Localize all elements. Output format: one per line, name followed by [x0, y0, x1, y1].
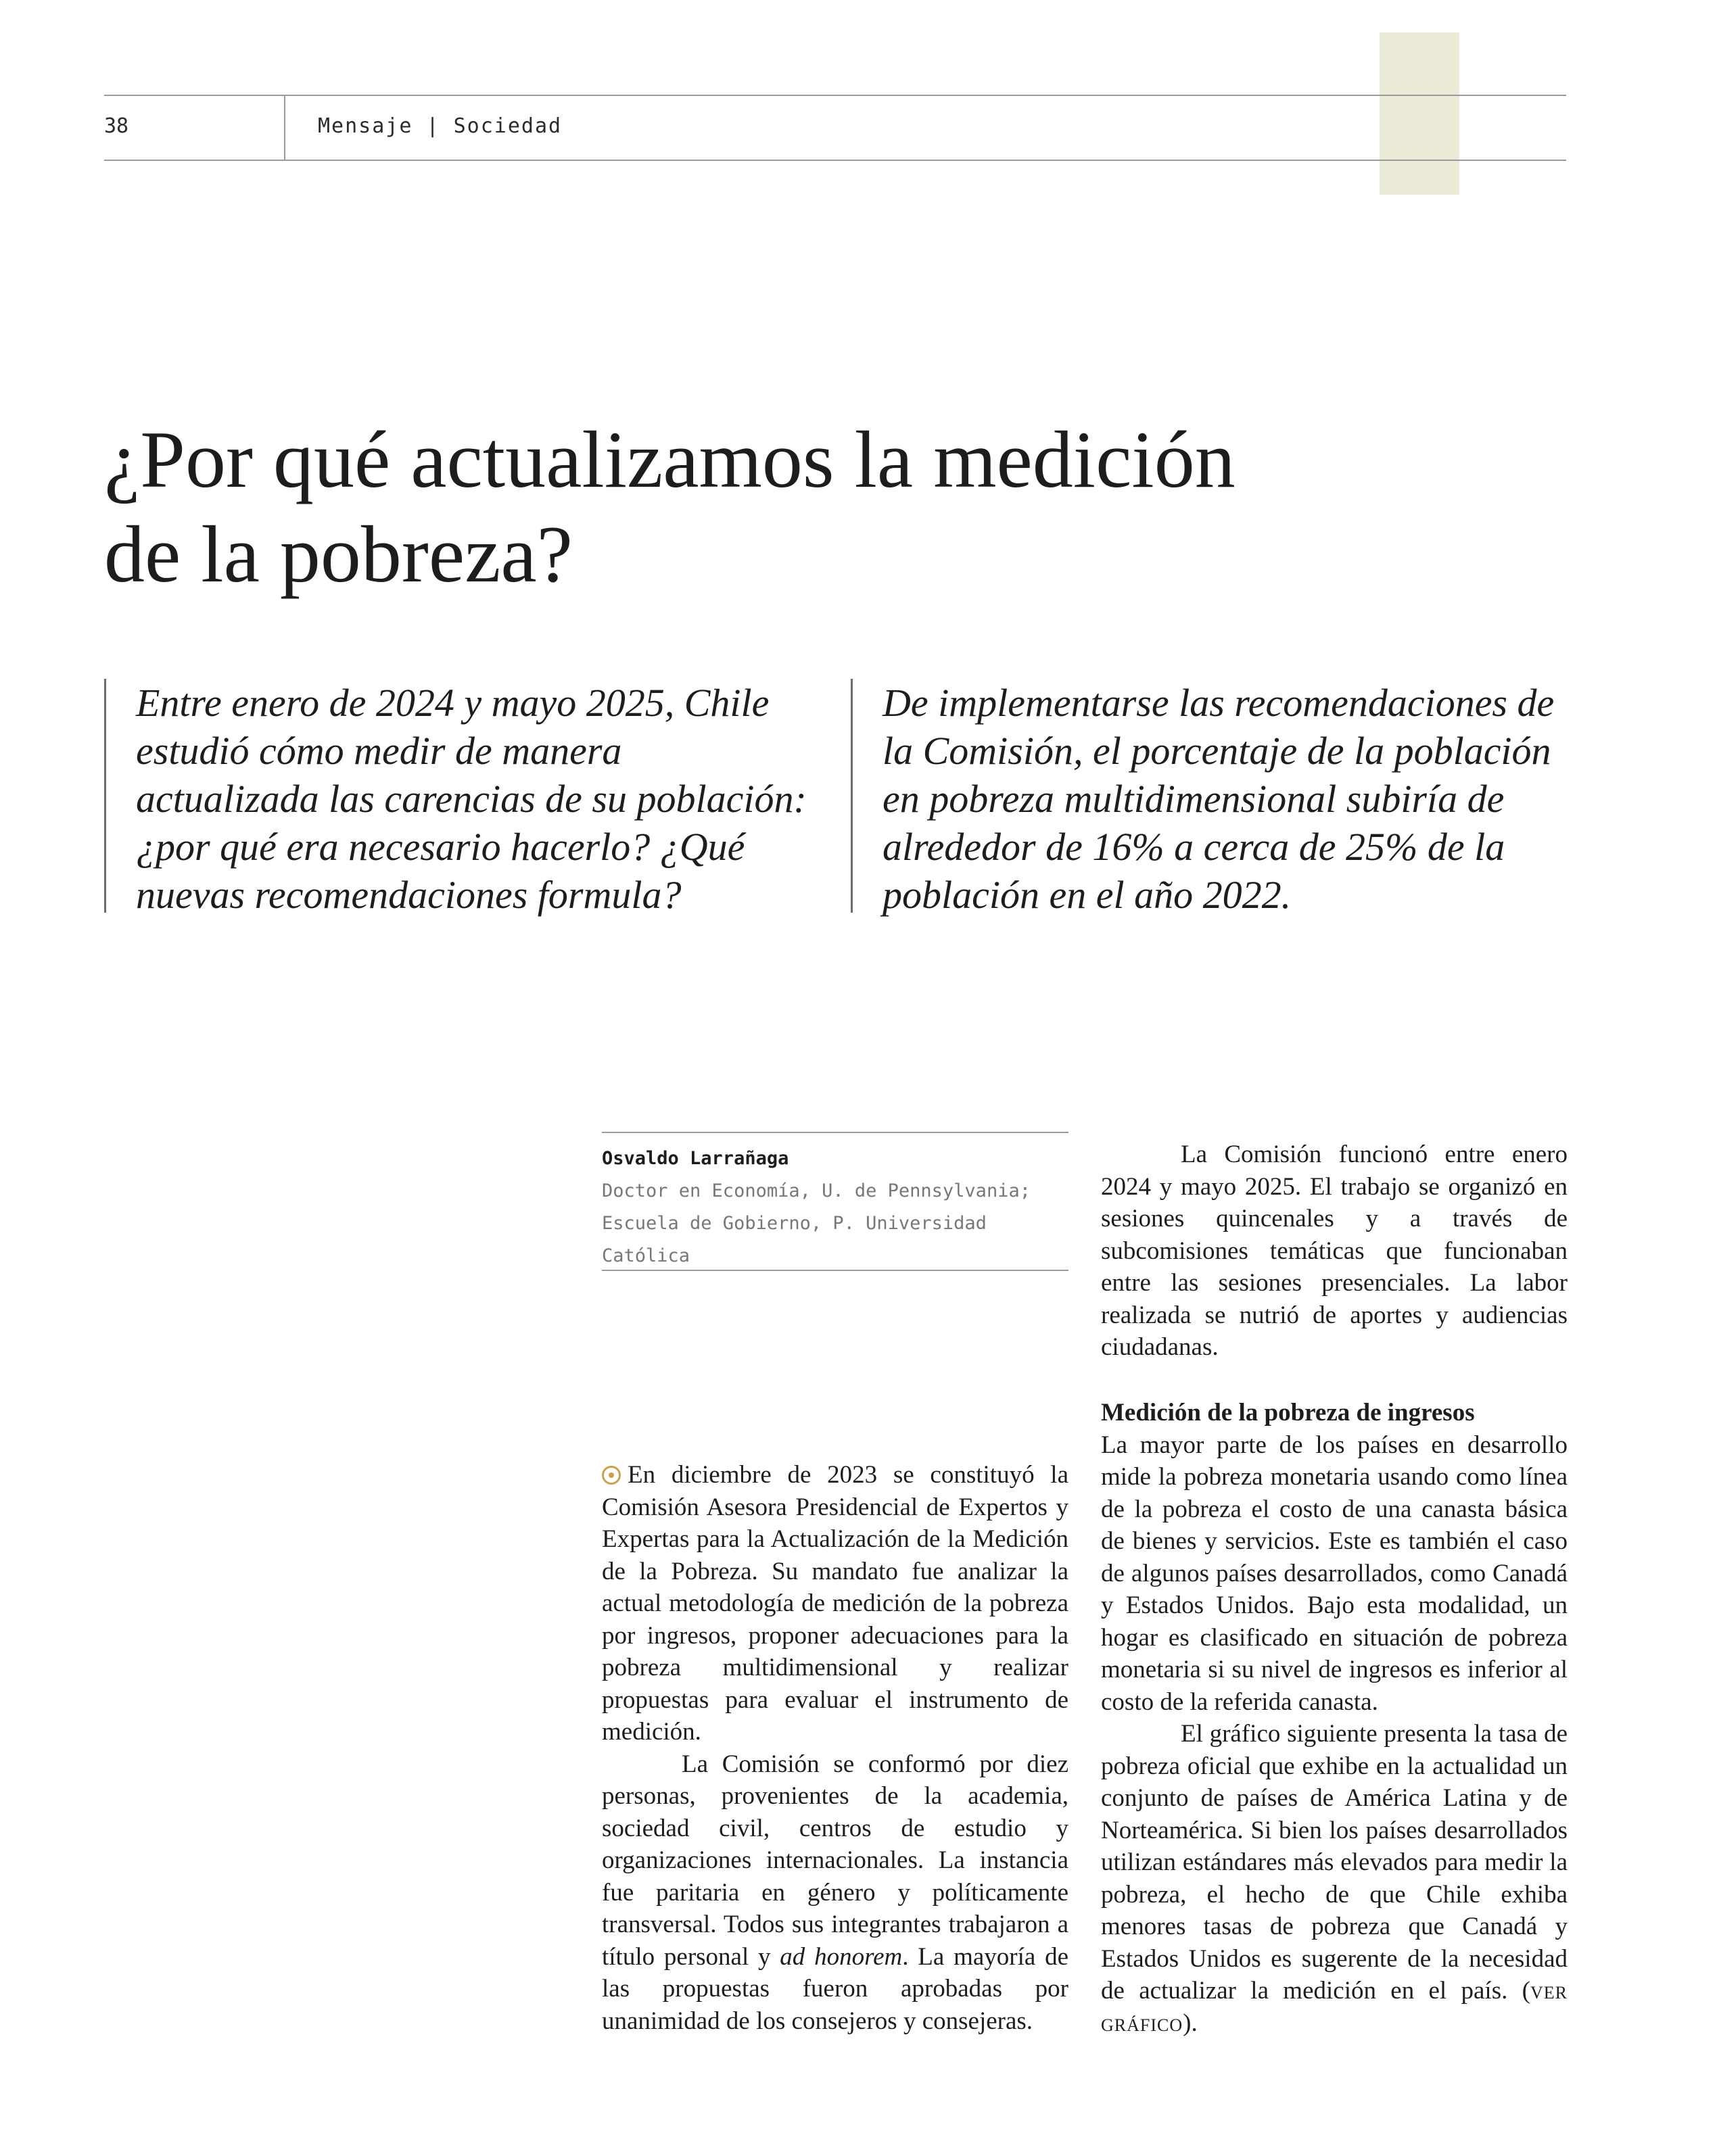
section-label: Mensaje | Sociedad: [318, 114, 563, 138]
body-right-p2: La mayor parte de los países en desarrollo mide la pobreza monetaria usando como línea de la pobreza el costo de una canasta básica de bienes y servicios. Este es también el caso de algunos países desarrollados, como Canadá y Estados Unidos. Bajo esta modalidad, un hogar es clasificado en situación de pobreza monetaria si su nivel de ingresos es inferior al costo de la referida canasta.: [1101, 1431, 1568, 1716]
header-rule-top: [104, 95, 1566, 96]
body-column-right: [1101, 1397, 1568, 2039]
body-paragraph: [1101, 1718, 1568, 2039]
author-name: Osvaldo Larrañaga: [602, 1148, 789, 1169]
latin-phrase: ad honorem: [780, 1942, 903, 1971]
title-line-2: de la pobreza?: [104, 509, 573, 599]
author-credentials: Doctor en Economía, U. de Pennsylvania; Escuela de Gobierno, P. Universidad Católica: [602, 1180, 1031, 1266]
body-column-left: [602, 1459, 1068, 2037]
lede-left: [104, 679, 812, 917]
body-right-p3-a: El gráfico siguiente presenta la tasa de pobreza oficial que exhibe en la actualidad un conjunto de países de América Latina y de Norteamérica. Si bien los países desarrollados utilizan estándares más elevados para medir la pobreza, el hecho de que Chile exhiba menores tasas de pobreza que Canadá y Estados Unidos es sugerente de la necesidad de actualizar la medición en el país. (: [1101, 1720, 1568, 2005]
header-rule-bottom: [104, 160, 1566, 161]
body-left-p2-b: . La mayoría de las propuestas fueron aprobadas por unanimidad de los consejeros y consejeras.: [602, 1942, 1069, 2035]
body-left-p2-a: La Comisión se conformó por diez personas, provenientes de la academia, sociedad civil, centros de estudio y organizaciones internacionales. La instancia fue paritaria en género y políticamente transversal. Todos sus integrantes trabajaron a título personal y: [602, 1750, 1068, 1971]
body-right-p3-b: ).: [1183, 2009, 1198, 2037]
article-title: [104, 412, 1389, 602]
lede-right: [851, 679, 1586, 917]
page-number: 38: [104, 114, 129, 138]
see-chart-reference: ver gráfico: [1101, 1977, 1568, 2037]
section-subhead: Medición de la pobreza de ingresos: [1101, 1399, 1475, 1427]
header-divider: [284, 96, 285, 160]
author-byline: [602, 1132, 1068, 1271]
body-column-right-top: [1101, 1139, 1568, 1364]
title-line-1: ¿Por qué actualizamos la medición: [104, 414, 1236, 504]
body-right-p1: La Comisión funcionó entre enero 2024 y mayo 2025. El trabajo se organizó en sesiones quincenales y a través de subcomisiones temáticas que funcionaban entre las sesiones presenciales. La labor realizada se nutrió de aportes y audiencias ciudadanas.: [1101, 1141, 1568, 1361]
lede-left-text: Entre enero de 2024 y mayo 2025, Chile estudió cómo medir de manera actualizada las carencias de su población: ¿por qué era necesario hacerlo? ¿Qué nuevas recomendaciones formula?: [136, 681, 807, 917]
body-paragraph: [602, 1459, 1068, 1748]
lede-right-text: De implementarse las recomendaciones de la Comisión, el porcentaje de la población en pobreza multidimensional subiría de alrededor de 16% a cerca de 25% de la población en el año 2022.: [883, 681, 1555, 917]
body-paragraph: [602, 1748, 1068, 2038]
body-left-p1: En diciembre de 2023 se constituyó la Comisión Asesora Presidencial de Expertos y Expertas para la Actualización de la Medición de la Pobreza. Su mandato fue analizar la actual metodología de medición de la pobreza por ingresos, proponer adecuaciones para la pobreza multidimensional y realizar propuestas para evaluar el instrumento de medición.: [602, 1461, 1068, 1746]
section-marker-icon: [602, 1466, 621, 1485]
header-accent-block: [1380, 32, 1459, 195]
